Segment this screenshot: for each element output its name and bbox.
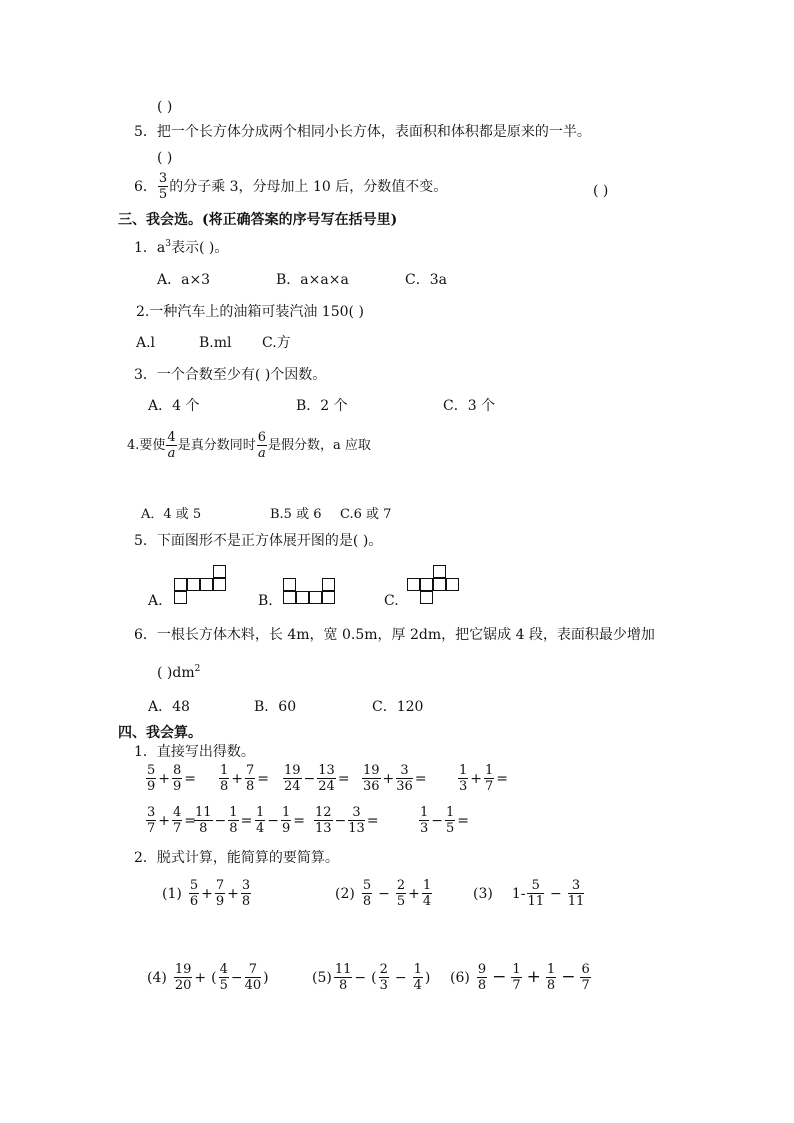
s3-q4-fraction-2: $\frac{6}{a}$	[257, 430, 266, 461]
mental-calc-9[interactable]: $\frac{12}{13}$ − $\frac{3}{13}$ =	[315, 805, 379, 836]
section4-heading: 四、我会算。	[118, 725, 202, 741]
s3-q5-option-a[interactable]: A.	[148, 593, 163, 609]
s3-q4-statement: 4.要使 $\frac{4}{a}$ 是真分数同时 $\frac{6}{a}$ 是假分数，a 应取	[127, 430, 371, 461]
s3-q4-fraction-1: $\frac{4}{a}$	[167, 430, 176, 461]
s3-q3-statement: 3．一个合数至少有( )个因数。	[134, 367, 327, 383]
q6-answer-paren[interactable]: ( )	[593, 183, 609, 199]
mental-calc-6[interactable]: $\frac{3}{7}$ + $\frac{4}{7}$ =	[147, 805, 197, 836]
s3-q6-option-c[interactable]: C．120	[372, 699, 424, 715]
s3-q3-option-c[interactable]: C．3 个	[443, 398, 496, 414]
s3-q6-option-a[interactable]: A．48	[148, 699, 190, 715]
s3-q1-option-c[interactable]: C．3a	[405, 272, 447, 288]
s3-q6-statement: 6．一根长方体木料，长 4m，宽 0.5m，厚 2dm，把它锯成 4 段，表面积最少增加	[134, 627, 655, 643]
long-calc-3[interactable]: (3) 1- $\frac{5}{11}$ − $\frac{3}{11}$	[473, 878, 585, 909]
long-calc-5[interactable]: (5) $\frac{11}{8}$ − ( $\frac{2}{3}$ − $\frac{1}{4}$ )	[312, 962, 431, 993]
q6-fraction: $\frac{3}{5}$	[158, 171, 168, 202]
s3-q1-option-a[interactable]: A．a×3	[157, 272, 211, 288]
s3-q1-option-b[interactable]: B．a×a×a	[276, 272, 349, 288]
q6-number: 6．	[134, 178, 157, 195]
s3-q6-blank[interactable]: ( )$dm^2$	[157, 664, 201, 681]
s3-q4-option-c[interactable]: C.6 或 7	[340, 507, 392, 522]
s3-q2-option-b[interactable]: B.ml	[199, 335, 232, 351]
mental-calc-10[interactable]: $\frac{1}{3}$ − $\frac{1}{5}$ =	[420, 805, 470, 836]
mental-calc-3[interactable]: $\frac{19}{24}$ − $\frac{13}{24}$ =	[284, 763, 350, 794]
mental-calc-7[interactable]: $\frac{11}{8}$ − $\frac{1}{8}$ =	[195, 805, 253, 836]
s3-q4-option-a[interactable]: A．4 或 5	[141, 507, 202, 522]
s3-q5-option-b[interactable]: B.	[258, 593, 273, 609]
s4-sub2-heading: 2．脱式计算，能简算的要简算。	[134, 850, 339, 866]
q6-text: 的分子乘 3，分母加上 10 后，分数值不变。	[169, 178, 448, 195]
q6-statement	[134, 172, 447, 201]
s3-q3-option-a[interactable]: A．4 个	[148, 398, 200, 414]
s3-q3-option-b[interactable]: B．2 个	[296, 398, 348, 414]
mental-calc-1[interactable]: $\frac{5}{9}$ + $\frac{8}{9}$ =	[147, 763, 197, 794]
long-calc-4[interactable]: (4) $\frac{19}{20}$ + ( $\frac{4}{5}$ − $\frac{7}{40}$ )	[147, 962, 269, 993]
q5-statement: 5．把一个长方体分成两个相同小长方体，表面积和体积都是原来的一半。	[134, 124, 591, 140]
s3-q5-statement: 5．下面图形不是正方体展开图的是( )。	[134, 533, 383, 549]
s3-q5-option-c[interactable]: C.	[384, 593, 399, 609]
mental-calc-2[interactable]: $\frac{1}{8}$ + $\frac{7}{8}$ =	[220, 763, 270, 794]
s4-sub1-heading: 1．直接写出得数。	[134, 744, 255, 760]
long-calc-6[interactable]: (6) $\frac{9}{8}$ − $\frac{1}{7}$ + $\frac{1}{8}$ − $\frac{6}{7}$	[450, 962, 590, 993]
s3-q2-option-a[interactable]: A.l	[136, 335, 156, 351]
s3-q6-option-b[interactable]: B．60	[254, 699, 297, 715]
s3-q1-statement: 1．$a^3$表示( )。	[134, 239, 229, 256]
s3-q2-option-c[interactable]: C.方	[262, 335, 291, 351]
long-calc-2[interactable]: (2) $\frac{5}{8}$ − $\frac{2}{5}$ + $\frac{1}{4}$	[335, 878, 432, 909]
mental-calc-4[interactable]: $\frac{19}{36}$ + $\frac{3}{36}$ =	[363, 763, 427, 794]
s3-q4-option-b[interactable]: B.5 或 6	[270, 507, 322, 522]
long-calc-1[interactable]: (1) $\frac{5}{6}$ + $\frac{7}{9}$ + $\frac{3}{8}$	[162, 878, 251, 909]
q5-answer-paren[interactable]: ( )	[157, 150, 173, 166]
section3-heading: 三、我会选。(将正确答案的序号写在括号里)	[118, 212, 398, 228]
mental-calc-5[interactable]: $\frac{1}{3}$ + $\frac{1}{7}$ =	[459, 763, 509, 794]
s3-q2-statement: 2.一种汽车上的油箱可装汽油 150( )	[136, 304, 364, 320]
mental-calc-8[interactable]: $\frac{1}{4}$ − $\frac{1}{9}$ =	[256, 805, 306, 836]
q4-answer-paren[interactable]: ( )	[157, 99, 173, 115]
